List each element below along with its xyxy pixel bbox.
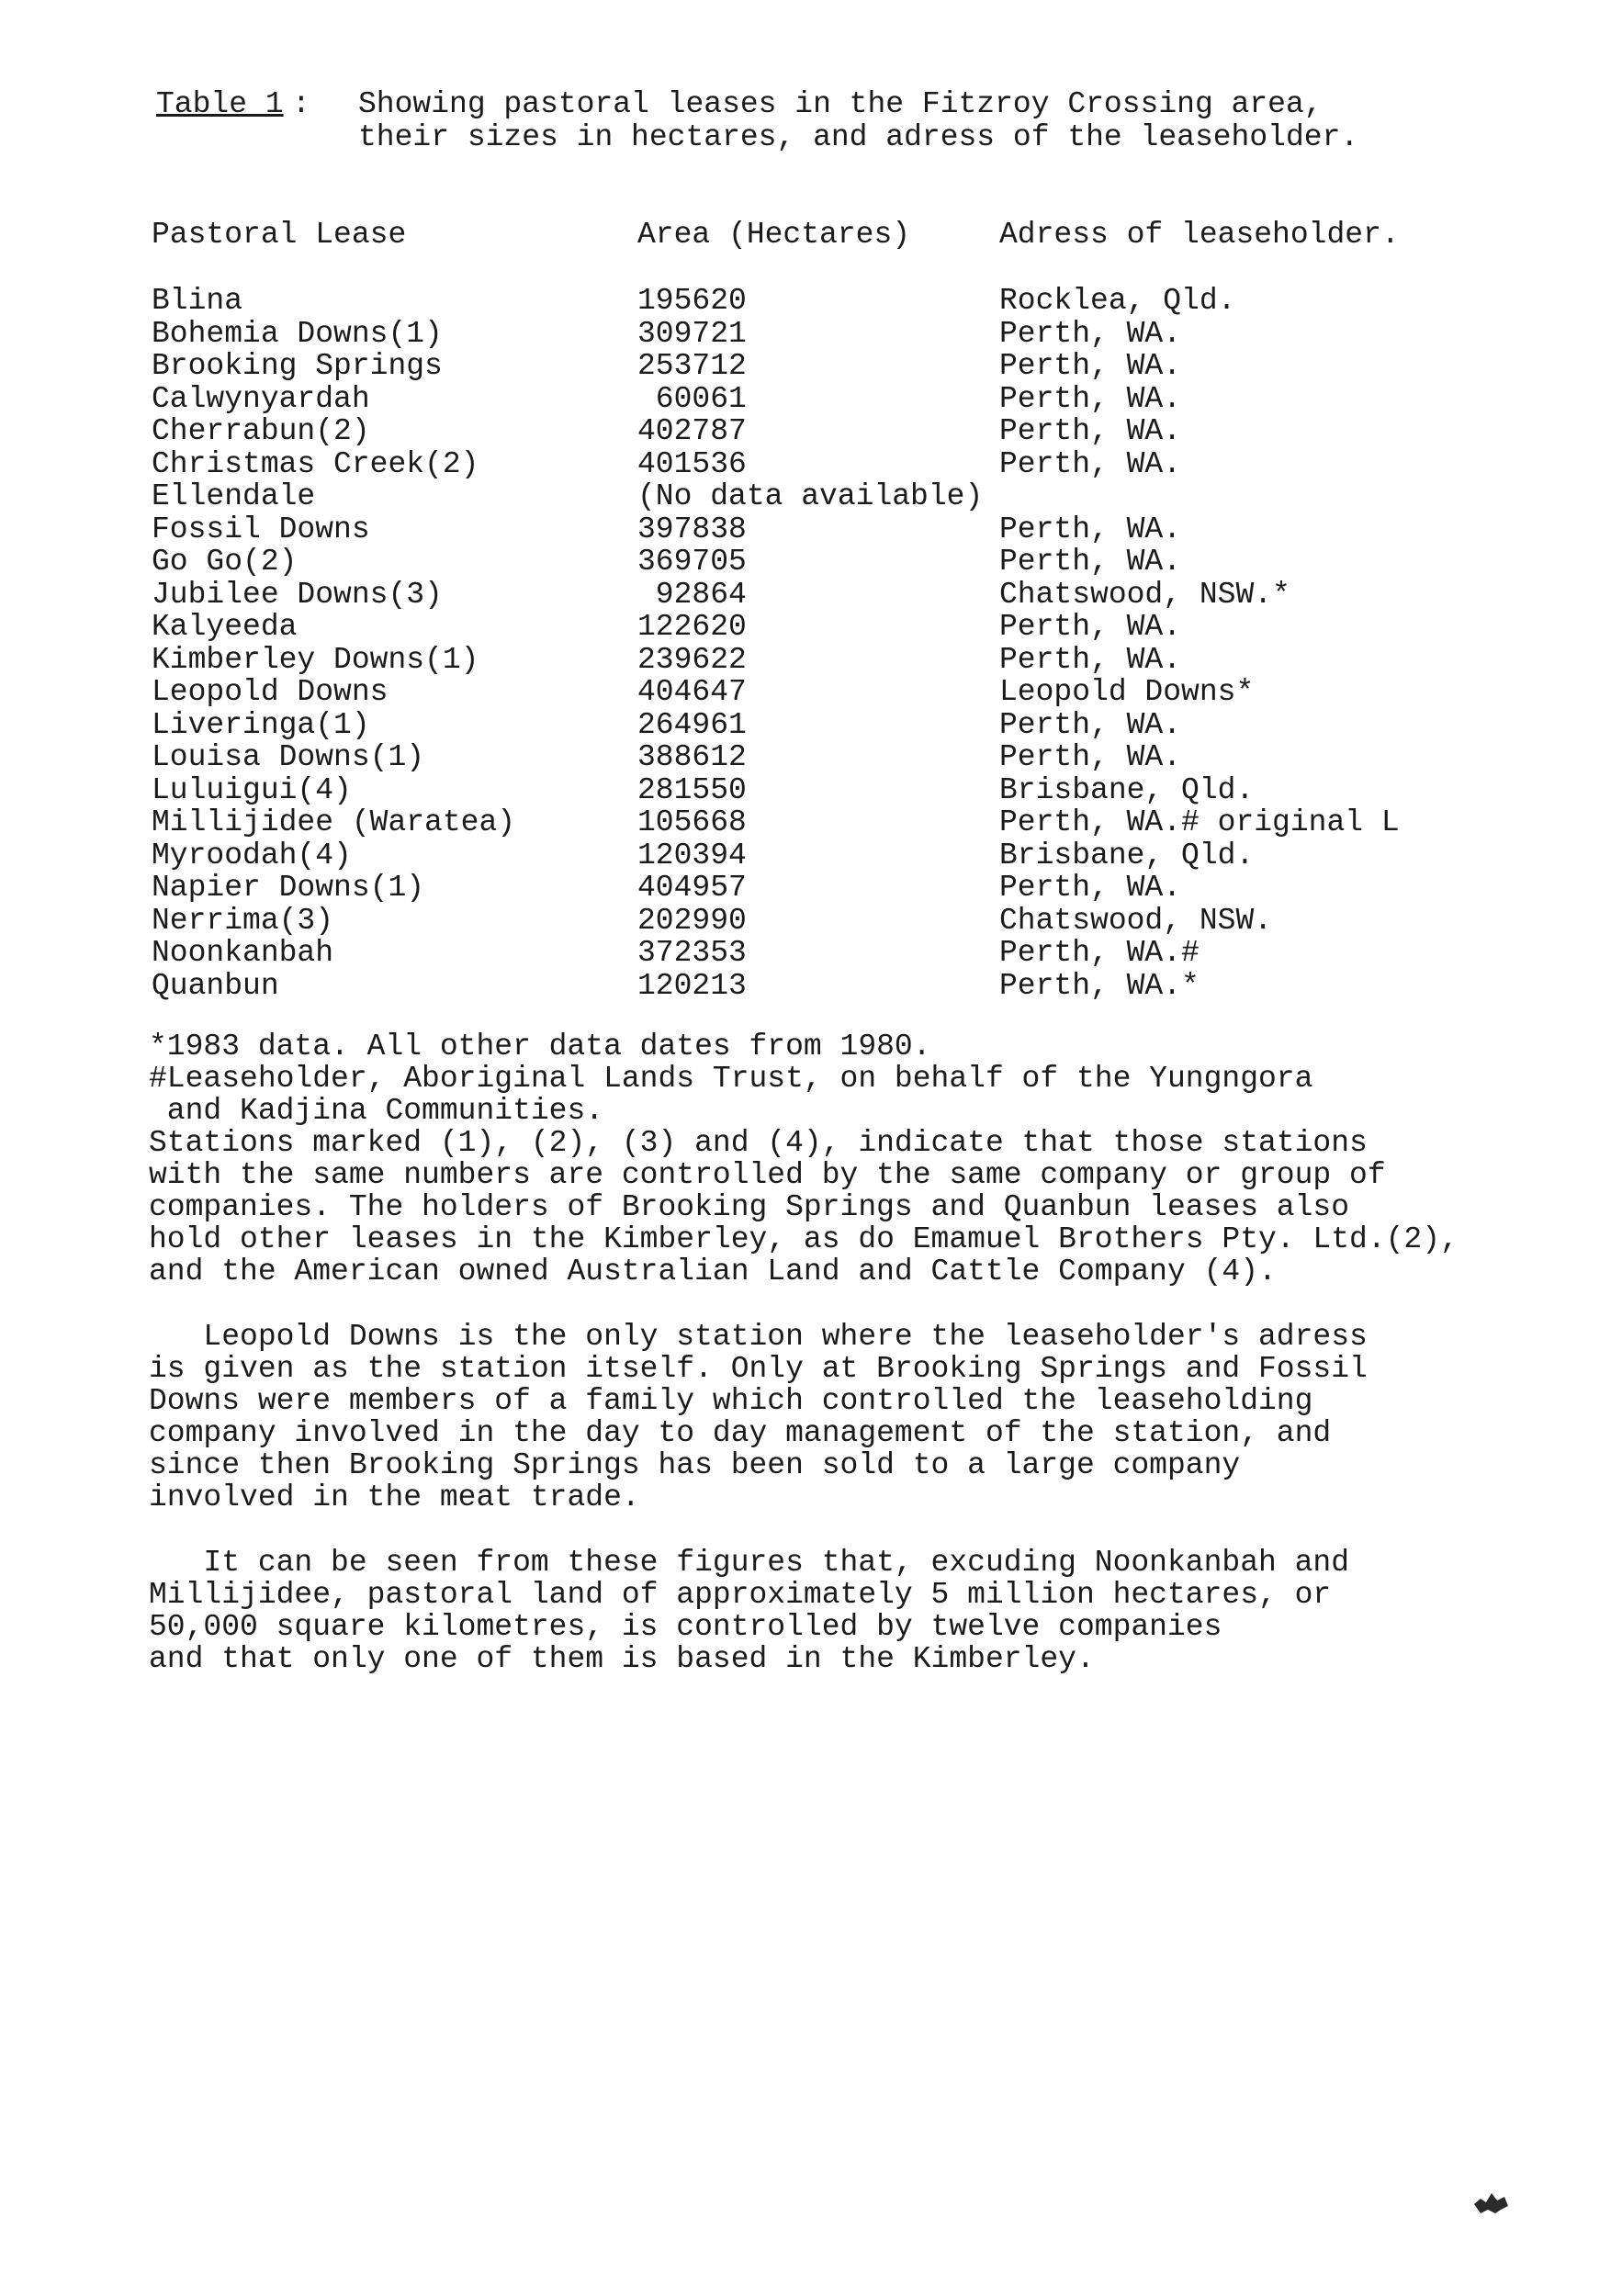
lease-address: Perth, WA. xyxy=(999,545,1182,579)
paragraph-line: It can be seen from these figures that, excuding Noonkanbah and xyxy=(149,1546,1350,1580)
lease-area: 372353 xyxy=(637,936,747,970)
lease-address: Perth, WA.* xyxy=(999,968,1200,1003)
lease-area: 239622 xyxy=(637,642,747,677)
lease-address: Perth, WA. xyxy=(999,610,1182,644)
lease-name: Luluigui(4) xyxy=(152,772,352,807)
lease-address: Perth, WA. xyxy=(999,414,1182,448)
lease-name: Calwynyardah xyxy=(152,381,370,416)
header-address: Adress of leaseholder. xyxy=(999,218,1400,252)
lease-address: Chatswood, NSW.* xyxy=(999,577,1290,612)
paragraph-line: Millijidee, pastoral land of approximately 5 million hectares, or xyxy=(149,1578,1332,1612)
paragraph-summary xyxy=(149,1547,1349,1675)
lease-name: Leopold Downs xyxy=(152,675,389,709)
note-line: companies. The holders of Brooking Springs and Quanbun leases also xyxy=(149,1190,1350,1224)
lease-address: Perth, WA.# original L xyxy=(999,805,1400,839)
lease-area: 397838 xyxy=(637,512,747,546)
lease-area: 122620 xyxy=(637,610,747,644)
caption-label: Table 1 xyxy=(156,87,284,121)
lease-area: 105668 xyxy=(637,805,747,839)
lease-address: Perth, WA. xyxy=(999,707,1182,742)
note-line: and Kadjina Communities. xyxy=(149,1094,604,1128)
lease-area: 195620 xyxy=(637,284,747,318)
lease-area: (No data available) xyxy=(637,479,984,513)
lease-address: Brisbane, Qld. xyxy=(999,772,1255,807)
lease-address: Leopold Downs* xyxy=(999,675,1255,709)
lease-address: Perth, WA. xyxy=(999,316,1182,351)
lease-name: Christmas Creek(2) xyxy=(152,446,479,481)
lease-area: 401536 xyxy=(637,446,747,481)
lease-area: 120213 xyxy=(637,968,747,1003)
note-line: *1983 data. All other data dates from 1980. xyxy=(149,1030,931,1064)
paragraph-line: Downs were members of a family which controlled the leaseholding xyxy=(149,1384,1313,1418)
header-lease: Pastoral Lease xyxy=(152,218,407,252)
lease-name: Bohemia Downs(1) xyxy=(152,316,443,351)
lease-name: Cherrabun(2) xyxy=(152,414,370,448)
lease-address: Chatswood, NSW. xyxy=(999,903,1273,938)
note-line: #Leaseholder, Aboriginal Lands Trust, on behalf of the Yungngora xyxy=(149,1062,1313,1096)
lease-address: Brisbane, Qld. xyxy=(999,838,1255,872)
lease-address: Perth, WA. xyxy=(999,349,1182,383)
lease-area: 309721 xyxy=(637,316,747,351)
note-line: Stations marked (1), (2), (3) and (4), indicate that those stations xyxy=(149,1126,1368,1160)
lease-area: 404647 xyxy=(637,675,747,709)
lease-address: Perth, WA.# xyxy=(999,936,1200,970)
lease-area: 253712 xyxy=(637,349,747,383)
paragraph-leopold-downs xyxy=(149,1321,1368,1514)
lease-name: Blina xyxy=(152,284,243,318)
paragraph-line: 50,000 square kilometres, is controlled by twelve companies xyxy=(149,1610,1222,1644)
lease-area: 60061 xyxy=(637,381,747,416)
lease-name: Louisa Downs(1) xyxy=(152,740,425,774)
lease-address: Perth, WA. xyxy=(999,642,1182,677)
caption-line-2: their sizes in hectares, and adress of the leaseholder. xyxy=(358,120,1359,154)
ink-blot xyxy=(1470,2186,1515,2223)
lease-name: Liveringa(1) xyxy=(152,707,370,742)
caption-colon: : xyxy=(292,87,310,121)
paragraph-line: is given as the station itself. Only at Brooking Springs and Fossil xyxy=(149,1352,1368,1386)
lease-area: 92864 xyxy=(637,577,747,612)
header-area: Area (Hectares) xyxy=(637,218,911,252)
lease-area: 120394 xyxy=(637,838,747,872)
lease-name: Brooking Springs xyxy=(152,349,443,383)
lease-name: Napier Downs(1) xyxy=(152,871,425,905)
lease-name: Kimberley Downs(1) xyxy=(152,642,479,677)
lease-name: Kalyeeda xyxy=(152,610,298,644)
lease-name: Nerrima(3) xyxy=(152,903,334,938)
lease-area: 264961 xyxy=(637,707,747,742)
lease-address: Perth, WA. xyxy=(999,381,1182,416)
note-line: with the same numbers are controlled by the same company or group of xyxy=(149,1158,1386,1192)
table-notes xyxy=(149,1030,1459,1288)
lease-address: Perth, WA. xyxy=(999,740,1182,774)
paragraph-line: Leopold Downs is the only station where the leaseholder's adress xyxy=(149,1320,1368,1354)
paragraph-line: since then Brooking Springs has been sold to a large company xyxy=(149,1448,1241,1482)
lease-area: 402787 xyxy=(637,414,747,448)
lease-name: Jubilee Downs(3) xyxy=(152,577,443,612)
note-line: hold other leases in the Kimberley, as do Emamuel Brothers Pty. Ltd.(2), xyxy=(149,1222,1459,1256)
lease-name: Millijidee (Waratea) xyxy=(152,805,516,839)
lease-name: Quanbun xyxy=(152,968,279,1003)
lease-area: 388612 xyxy=(637,740,747,774)
paragraph-line: company involved in the day to day management of the station, and xyxy=(149,1416,1332,1450)
lease-address: Perth, WA. xyxy=(999,871,1182,905)
lease-address: Perth, WA. xyxy=(999,512,1182,546)
lease-area: 404957 xyxy=(637,871,747,905)
lease-area: 202990 xyxy=(637,903,747,938)
lease-name: Ellendale xyxy=(152,479,316,513)
paragraph-line: and that only one of them is based in the Kimberley. xyxy=(149,1642,1095,1676)
lease-area: 369705 xyxy=(637,545,747,579)
lease-name: Myroodah(4) xyxy=(152,838,352,872)
lease-address: Rocklea, Qld. xyxy=(999,284,1236,318)
lease-address: Perth, WA. xyxy=(999,446,1182,481)
note-line: and the American owned Australian Land and Cattle Company (4). xyxy=(149,1255,1277,1289)
paragraph-line: involved in the meat trade. xyxy=(149,1480,640,1514)
lease-name: Go Go(2) xyxy=(152,545,298,579)
caption-line-1: Showing pastoral leases in the Fitzroy Crossing area, xyxy=(358,87,1323,121)
lease-name: Noonkanbah xyxy=(152,936,334,970)
lease-name: Fossil Downs xyxy=(152,512,370,546)
lease-area: 281550 xyxy=(637,772,747,807)
